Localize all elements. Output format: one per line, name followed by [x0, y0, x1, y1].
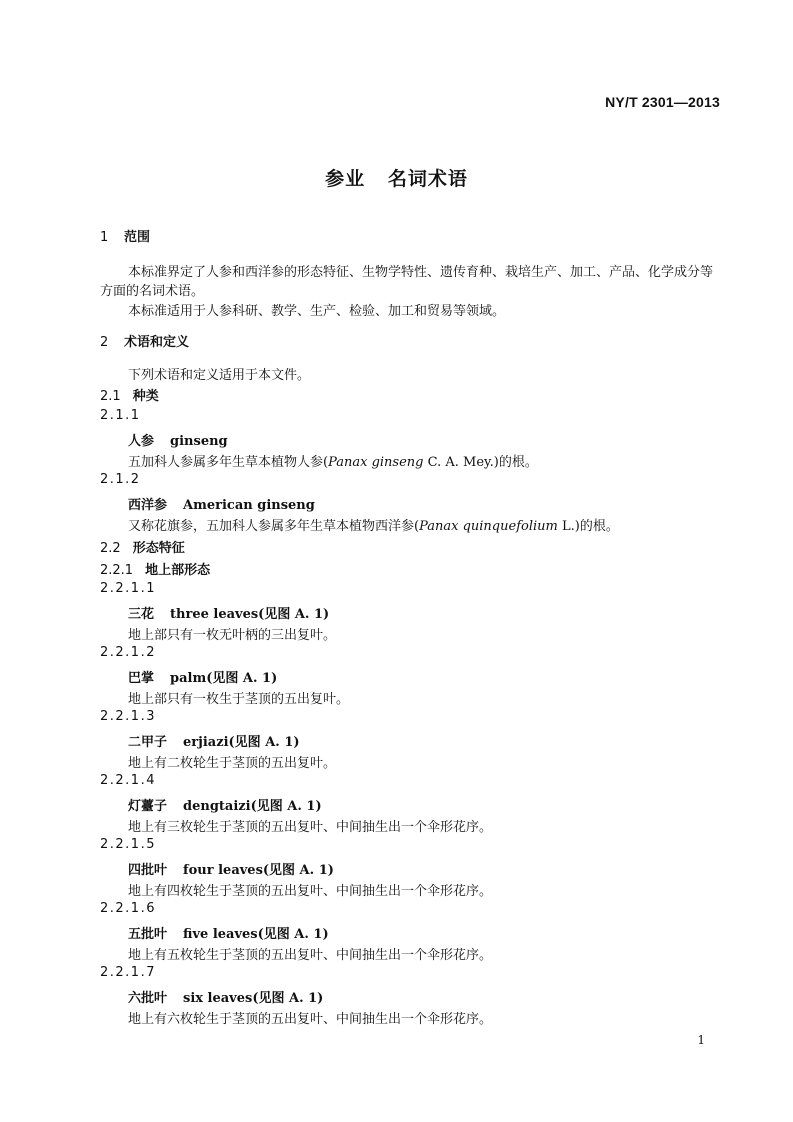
term-english: palm(见图 A. 1)	[170, 671, 278, 686]
term-chinese: 西洋参	[128, 498, 168, 513]
paragraph: 本标准适用于人参科研、教学、生产、检验、加工和贸易等领域。	[128, 304, 506, 319]
term-english: five leaves(见图 A. 1)	[183, 927, 329, 942]
term-number: 2.2.1.1	[100, 581, 156, 596]
term-chinese: 巴掌	[128, 671, 155, 686]
page-number: 1	[697, 1033, 705, 1047]
paragraph: 下列术语和定义适用于本文件。	[128, 368, 311, 383]
term-entry	[128, 795, 322, 814]
term-entry	[128, 430, 228, 449]
term-entry	[128, 494, 315, 513]
term-english: four leaves(见图 A. 1)	[183, 863, 334, 878]
term-definition: 地上有二枚轮生于茎顶的五出复叶。	[128, 756, 337, 771]
term-entry	[128, 603, 329, 622]
term-number: 2.1.1	[100, 408, 141, 423]
term-chinese: 四批叶	[128, 863, 168, 878]
term-definition: 五加科人参属多年生草本植物人参(Panax ginseng C. A. Mey.)的根。	[128, 455, 538, 470]
term-chinese: 五批叶	[128, 927, 168, 942]
latin-name: Panax quinquefolium	[419, 519, 558, 534]
subsection-title: 地上部形态	[145, 563, 211, 578]
subsection-number: 2.2.1	[100, 563, 134, 578]
subsection-number: 2.2	[100, 541, 121, 556]
section-heading	[100, 331, 189, 350]
term-english: erjiazi(见图 A. 1)	[183, 735, 300, 750]
subsection-heading	[100, 537, 185, 556]
term-entry	[128, 667, 277, 686]
term-english: ginseng	[170, 434, 228, 449]
term-entry	[128, 923, 329, 942]
section-title: 范围	[124, 230, 151, 245]
term-english: six leaves(见图 A. 1)	[183, 991, 324, 1006]
term-number: 2.1.2	[100, 472, 141, 487]
term-number: 2.2.1.7	[100, 965, 156, 980]
term-definition: 又称花旗参，五加科人参属多年生草本植物西洋参(Panax quinquefolium L.)的根。	[128, 519, 619, 534]
term-chinese: 人参	[128, 434, 155, 449]
term-english: three leaves(见图 A. 1)	[170, 607, 330, 622]
section-heading	[100, 226, 150, 245]
term-number: 2.2.1.2	[100, 645, 156, 660]
latin-name: Panax ginseng	[328, 455, 424, 470]
section-number: 2	[100, 335, 109, 350]
term-definition: 地上有五枚轮生于茎顶的五出复叶、中间抽生出一个伞形花序。	[128, 948, 493, 963]
subsection-heading	[100, 385, 159, 404]
section-number: 1	[100, 230, 109, 245]
term-number: 2.2.1.4	[100, 773, 156, 788]
section-title: 术语和定义	[124, 335, 190, 350]
subsection-number: 2.1	[100, 389, 121, 404]
term-definition: 地上部只有一枚无叶柄的三出复叶。	[128, 628, 337, 643]
term-entry	[128, 859, 334, 878]
term-english: dengtaizi(见图 A. 1)	[183, 799, 322, 814]
term-definition: 地上有四枚轮生于茎顶的五出复叶、中间抽生出一个伞形花序。	[128, 884, 493, 899]
term-entry	[128, 731, 300, 750]
term-chinese: 三花	[128, 607, 155, 622]
page-title: 参业 名词术语	[325, 168, 468, 190]
subsection-title: 形态特征	[132, 541, 185, 556]
term-definition: 地上有三枚轮生于茎顶的五出复叶、中间抽生出一个伞形花序。	[128, 820, 493, 835]
term-english: American ginseng	[183, 498, 315, 513]
term-chinese: 二甲子	[128, 735, 168, 750]
paragraph: 本标准界定了人参和西洋参的形态特征、生物学特性、遗传育种、栽培生产、加工、产品、化学成分等	[128, 265, 714, 280]
term-number: 2.2.1.3	[100, 709, 156, 724]
term-definition: 地上部只有一枚生于茎顶的五出复叶。	[128, 692, 350, 707]
term-definition: 地上有六枚轮生于茎顶的五出复叶、中间抽生出一个伞形花序。	[128, 1012, 493, 1027]
term-chinese: 六批叶	[128, 991, 168, 1006]
term-number: 2.2.1.6	[100, 901, 156, 916]
term-number: 2.2.1.5	[100, 837, 156, 852]
paragraph: 方面的名词术语。	[100, 284, 205, 299]
subsection-heading	[100, 559, 210, 578]
standard-code: NY/T 2301—2013	[605, 94, 720, 110]
subsection-title: 种类	[132, 389, 159, 404]
term-chinese: 灯薹子	[128, 799, 168, 814]
term-entry	[128, 987, 323, 1006]
